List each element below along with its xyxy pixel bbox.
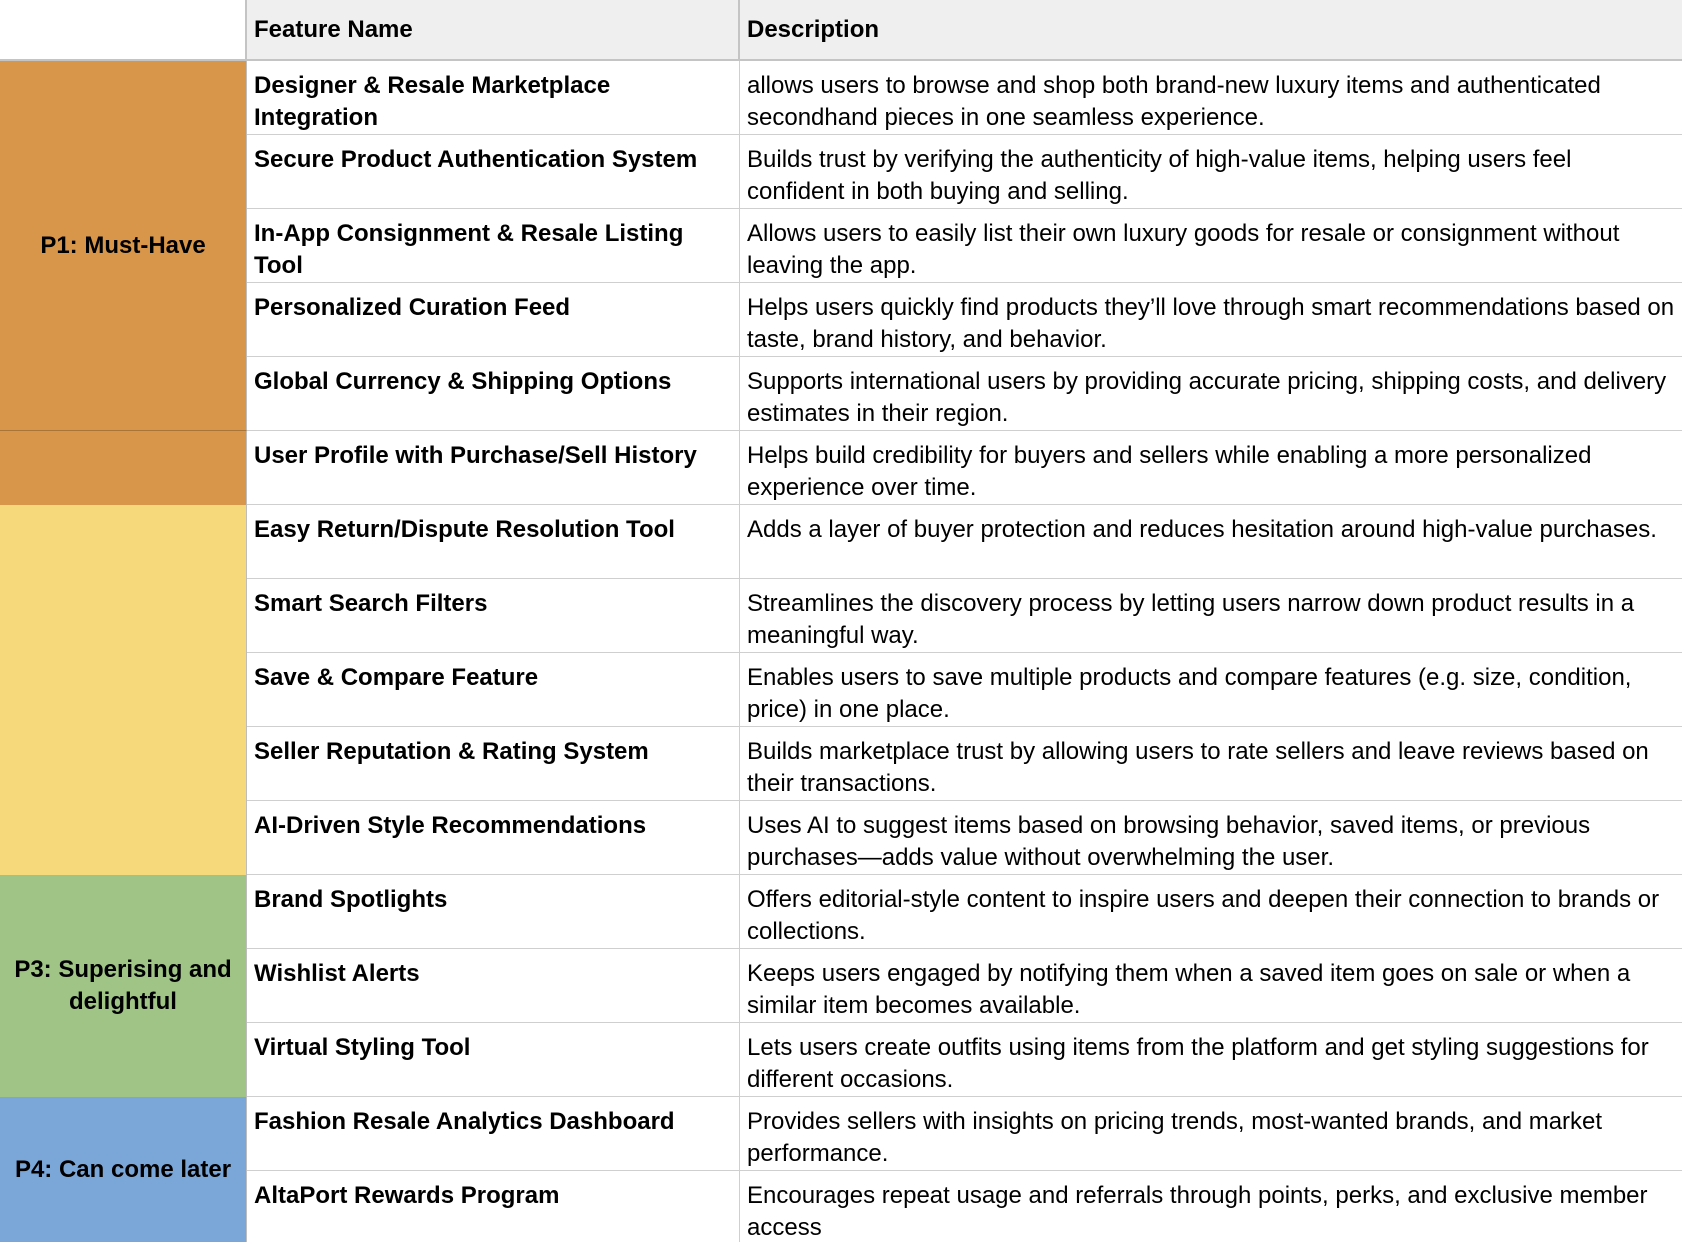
feature-name-cell[interactable]: Smart Search Filters bbox=[247, 579, 740, 653]
feature-description-cell[interactable]: Helps build credibility for buyers and sellers while enabling a more personalized experience over time. bbox=[740, 431, 1682, 505]
feature-description-cell[interactable]: Builds trust by verifying the authenticity of high-value items, helping users feel confident in both buying and selling. bbox=[740, 135, 1682, 209]
feature-name-cell[interactable]: In-App Consignment & Resale Listing Tool bbox=[247, 209, 740, 283]
feature-description-cell[interactable]: Enables users to save multiple products and compare features (e.g. size, condition, price) in one place. bbox=[740, 653, 1682, 727]
feature-description-cell[interactable]: Uses AI to suggest items based on browsing behavior, saved items, or previous purchases—adds value without overwhelming the user. bbox=[740, 801, 1682, 875]
feature-description-cell[interactable]: Builds marketplace trust by allowing users to rate sellers and leave reviews based on their transactions. bbox=[740, 727, 1682, 801]
feature-description-cell[interactable]: Streamlines the discovery process by letting users narrow down product results in a meaningful way. bbox=[740, 579, 1682, 653]
priority-p1-cell[interactable]: P1: Must-Have bbox=[0, 61, 247, 431]
feature-name-cell[interactable]: Easy Return/Dispute Resolution Tool bbox=[247, 505, 740, 579]
feature-description-cell[interactable]: Encourages repeat usage and referrals through points, perks, and exclusive member access bbox=[747, 1182, 1648, 1241]
priority-p4-cell[interactable]: P4: Can come later bbox=[0, 1097, 247, 1242]
feature-name-cell[interactable]: Personalized Curation Feed bbox=[247, 283, 740, 357]
feature-description-cell[interactable]: Lets users create outfits using items from the platform and get styling suggestions for different occasions. bbox=[740, 1023, 1682, 1097]
feature-description-cell[interactable]: Supports international users by providing accurate pricing, shipping costs, and delivery estimates in their region. bbox=[740, 357, 1682, 431]
feature-name-cell[interactable]: Wishlist Alerts bbox=[247, 949, 740, 1023]
feature-name-cell[interactable]: AltaPort Rewards Program bbox=[247, 1171, 740, 1242]
feature-description-cell[interactable]: Provides sellers with insights on pricing trends, most-wanted brands, and market performance. bbox=[740, 1097, 1682, 1171]
feature-name-cell[interactable]: Save & Compare Feature bbox=[247, 653, 740, 727]
feature-name-cell[interactable]: Fashion Resale Analytics Dashboard bbox=[247, 1097, 740, 1171]
feature-name-cell[interactable]: Secure Product Authentication System bbox=[247, 135, 740, 209]
header-feature-name[interactable]: Feature Name bbox=[247, 0, 740, 61]
priority-p2-cell[interactable] bbox=[0, 505, 247, 875]
feature-description-cell[interactable]: allows users to browse and shop both brand-new luxury items and authenticated secondhand pieces in one seamless experience. bbox=[740, 61, 1682, 135]
feature-name-cell[interactable]: Seller Reputation & Rating System bbox=[247, 727, 740, 801]
feature-name-cell[interactable]: User Profile with Purchase/Sell History bbox=[247, 431, 740, 505]
feature-description-cell[interactable]: Adds a layer of buyer protection and reduces hesitation around high-value purchases. bbox=[740, 505, 1682, 579]
priority-p3-cell[interactable]: P3: Superising and delightful bbox=[0, 875, 247, 1097]
feature-description-cell[interactable]: Keeps users engaged by notifying them when a saved item goes on sale or when a similar item becomes available. bbox=[740, 949, 1682, 1023]
feature-description-cell[interactable]: Helps users quickly find products they’ll love through smart recommendations based on taste, brand history, and behavior. bbox=[740, 283, 1682, 357]
feature-name-cell[interactable]: AI-Driven Style Recommendations bbox=[247, 801, 740, 875]
header-blank-cell[interactable] bbox=[0, 0, 247, 61]
feature-name-cell[interactable]: Global Currency & Shipping Options bbox=[247, 357, 740, 431]
feature-name-cell[interactable]: Virtual Styling Tool bbox=[247, 1023, 740, 1097]
header-description[interactable]: Description bbox=[740, 0, 1682, 61]
feature-name-cell[interactable]: Brand Spotlights bbox=[247, 875, 740, 949]
feature-description-cell[interactable]: Allows users to easily list their own luxury goods for resale or consignment without leaving the app. bbox=[740, 209, 1682, 283]
priority-p1-extra-cell[interactable] bbox=[0, 431, 247, 505]
feature-description-cell[interactable]: Offers editorial-style content to inspire users and deepen their connection to brands or collections. bbox=[740, 875, 1682, 949]
feature-name-cell[interactable]: Designer & Resale Marketplace Integration bbox=[247, 61, 740, 135]
